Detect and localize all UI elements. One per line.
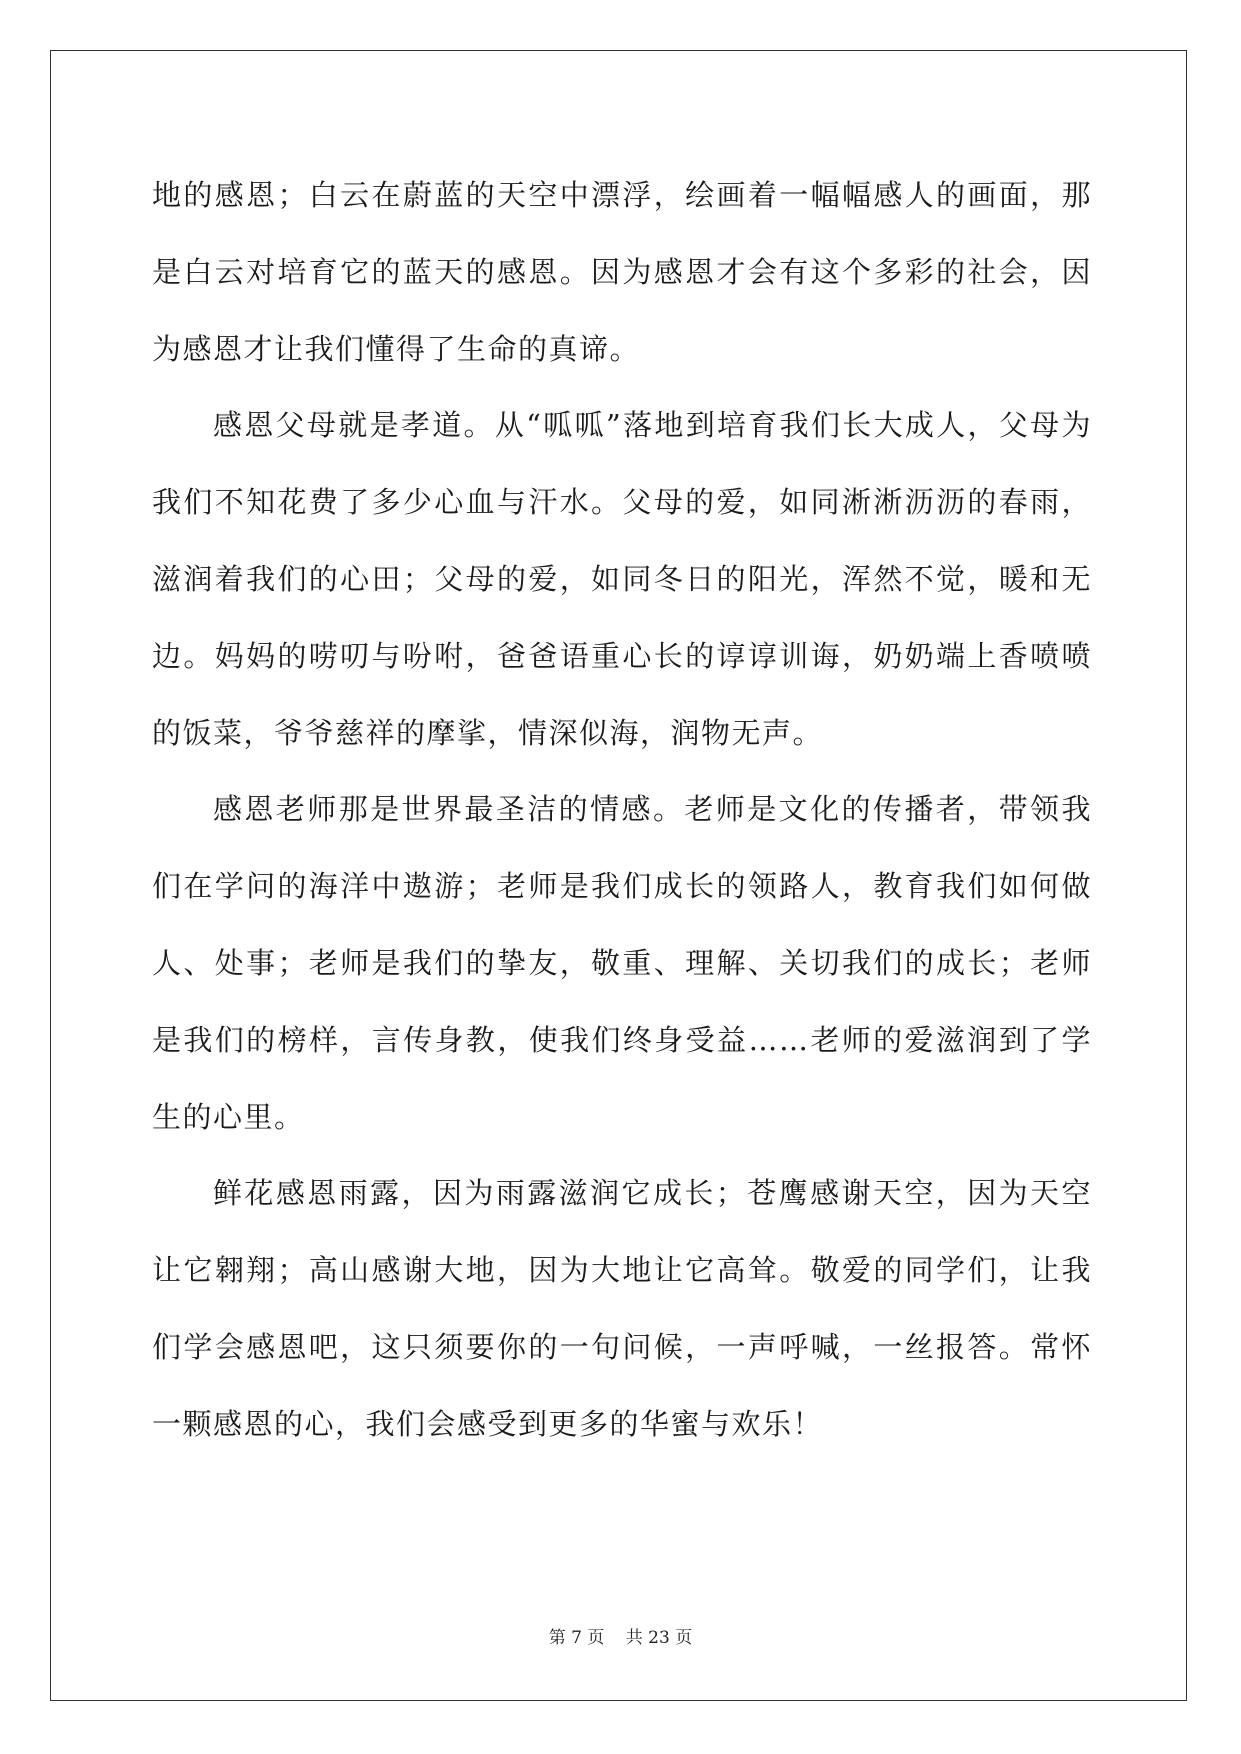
paragraph-2: 感恩父母就是孝道。从“呱呱”落地到培育我们长大成人，父母为我们不知花费了多少心血与汗水。父母的爱，如同淅淅沥沥的春雨，滋润着我们的心田；父母的爱，如同冬日的阳光，浑然不觉，暖和无边。妈妈的唠叨与吩咐，爸爸语重心长的谆谆训诲，奶奶端上香喷喷的饭菜，爷爷慈祥的摩挲，情深似海，润物无声。 xyxy=(152,408,1092,750)
paragraph-1: 地的感恩；白云在蔚蓝的天空中漂浮，绘画着一幅幅感人的画面，那是白云对培育它的蓝天的感恩。因为感恩才会有这个多彩的社会，因为感恩才让我们懂得了生命的真谛。 xyxy=(152,178,1092,366)
page-footer xyxy=(0,1623,1241,1648)
paragraph-3: 感恩老师那是世界最圣洁的情感。老师是文化的传播者，带领我们在学问的海洋中遨游；老师是我们成长的领路人，教育我们如何做人、处事；老师是我们的挚友，敬重、理解、关切我们的成长；老师是我们的榜样，言传身教，使我们终身受益……老师的爱滋润到了学生的心里。 xyxy=(152,792,1092,1134)
document-body xyxy=(152,157,1092,1463)
paragraph-4: 鲜花感恩雨露，因为雨露滋润它成长；苍鹰感谢天空，因为天空让它翱翔；高山感谢大地，因为大地让它高耸。敬爱的同学们，让我们学会感恩吧，这只须要你的一句问候，一声呼喊，一丝报答。常怀一颗感恩的心，我们会感受到更多的华蜜与欢乐！ xyxy=(152,1176,1092,1441)
page-number: 第 7 页 xyxy=(548,1628,605,1648)
total-pages: 共 23 页 xyxy=(625,1628,693,1648)
